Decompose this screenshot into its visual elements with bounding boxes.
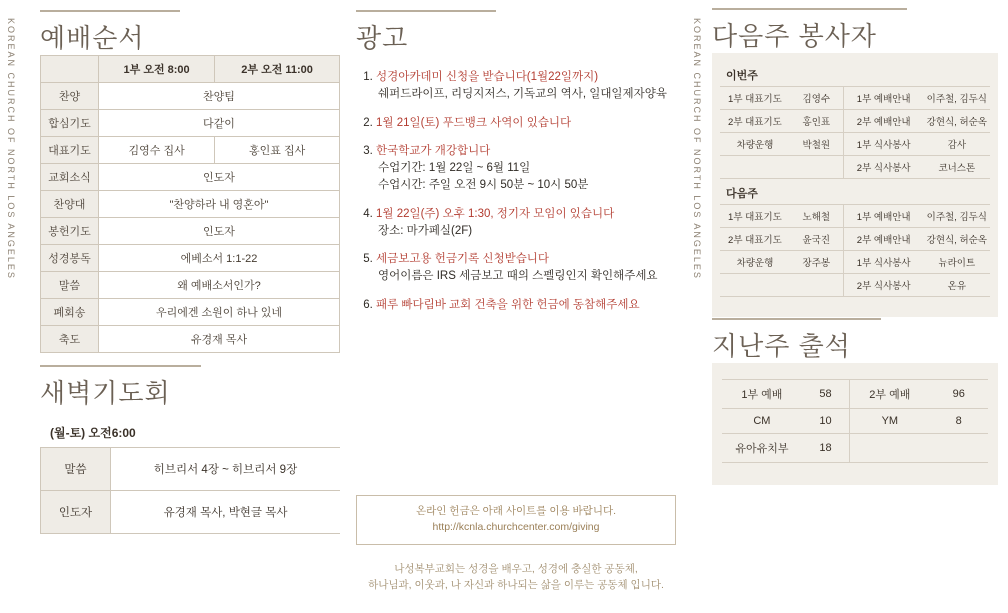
servants-cell: 홍인표 [790,110,843,133]
order-item-value: 홍인표 집사 [215,137,340,164]
servants-cell: 이주철, 김두식 [924,205,990,228]
table-row [41,299,340,326]
order-item-label: 축도 [41,326,99,353]
attendance-cell: CM [722,409,802,434]
announcement-main: 1월 21일(토) 푸드뱅크 사역이 있습니다 [376,116,572,129]
servants-panel [712,8,998,317]
servants-cell: 2부 예배안내 [843,110,923,133]
dawn-row-value: 유경재 목사, 박현글 목사 [111,491,341,534]
servants-cell: 2부 식사봉사 [843,274,923,297]
attendance-box [712,363,998,485]
dawn-row-value: 히브리서 4장 ~ 히브리서 9장 [111,448,341,491]
table-row [41,245,340,272]
table-row [41,272,340,299]
announcement-item [376,206,676,241]
servants-cell: 2부 식사봉사 [843,156,923,179]
servants-cell [790,274,843,297]
servants-cell: 이주철, 김두식 [924,87,990,110]
table-row [720,110,990,133]
attendance-title: 지난주 출석 [712,331,851,361]
order-item-value: "찬양하라 내 영혼아" [99,191,340,218]
servants-cell: 노해철 [790,205,843,228]
order-item-label: 찬양 [41,83,99,110]
table-row [41,326,340,353]
attendance-cell: 1부 예배 [722,380,802,409]
servants-group-title: 이번주 [726,70,758,82]
table-row [722,380,988,409]
giving-line-1: 온라인 헌금은 아래 사이트를 이용 바랍니다. [415,505,617,517]
announcements-list [356,69,676,314]
side-label-middle: KOREAN CHURCH OF NORTH LOS ANGELES [692,18,702,280]
order-item-label: 폐회송 [41,299,99,326]
announcement-item [376,69,676,104]
servants-cell: 차량운행 [720,133,790,156]
dawn-prayer-title: 새벽기도회 [40,378,171,408]
table-row [722,434,988,463]
announcement-main: 1월 22일(주) 오후 1:30, 정기자 모임이 있습니다 [376,207,615,220]
side-label-left: KOREAN CHURCH OF NORTH LOS ANGELES [6,18,16,280]
servants-table [720,204,990,297]
servants-cell: 1부 예배안내 [843,205,923,228]
attendance-table [722,379,988,463]
dawn-row-label: 말씀 [41,448,111,491]
servants-cell: 2부 대표기도 [720,110,790,133]
order-item-value: 찬양팀 [99,83,340,110]
attendance-cell [929,434,988,463]
attendance-cell: YM [850,409,930,434]
servants-cell: 1부 대표기도 [720,205,790,228]
announcements-panel [356,10,676,325]
table-row [41,83,340,110]
order-item-label: 말씀 [41,272,99,299]
table-header-row [41,56,340,83]
order-item-label: 찬양대 [41,191,99,218]
header-service-2: 2부 오전 11:00 [215,56,340,83]
servants-cell [790,156,843,179]
servants-cell: 코너스톤 [924,156,990,179]
dawn-row-label: 인도자 [41,491,111,534]
announcement-item [376,115,676,132]
order-item-value: 우리에겐 소원이 하나 있네 [99,299,340,326]
table-row [41,110,340,137]
servants-cell [720,274,790,297]
servants-title: 다음주 봉사자 [712,21,877,51]
attendance-cell: 유아유치부 [722,434,802,463]
servants-table [720,86,990,179]
announcement-item [376,251,676,286]
attendance-cell: 18 [802,434,850,463]
table-row [720,205,990,228]
servants-cell: 2부 예배안내 [843,228,923,251]
motto-line-1: 나성복부교회는 성경을 배우고, 성경에 충실한 공동체, [394,562,638,575]
order-item-value: 왜 예배소서인가? [99,272,340,299]
announcement-detail: 수업시간: 주일 오전 9시 50분 ~ 10시 50분 [378,179,589,192]
servants-cell: 윤국진 [790,228,843,251]
table-row [720,274,990,297]
attendance-cell: 96 [929,380,988,409]
table-row [41,137,340,164]
servants-cell: 뉴라이트 [924,251,990,274]
table-row [41,218,340,245]
order-item-value: 유경재 목사 [99,326,340,353]
announcement-detail: 쉐퍼드라이프, 리딩지저스, 기독교의 역사, 일대일제자양육 [378,88,667,101]
attendance-cell: 2부 예배 [850,380,930,409]
order-item-label: 합심기도 [41,110,99,137]
servants-cell: 1부 식사봉사 [843,251,923,274]
giving-url[interactable]: http://kcnla.churchcenter.com/giving [432,520,600,533]
order-item-value: 에베소서 1:1-22 [99,245,340,272]
announcement-item [376,297,676,314]
header-service-1: 1부 오전 8:00 [99,56,215,83]
table-row [720,87,990,110]
table-row [720,251,990,274]
servants-box [712,53,998,317]
dawn-prayer-schedule: (월-토) 오전6:00 [50,426,136,440]
announcement-detail: 영어이름은 IRS 세금보고 때의 스펠링인지 확인해주세요 [378,270,658,283]
order-item-value: 인도자 [99,218,340,245]
table-row [41,491,341,534]
attendance-cell [850,434,930,463]
table-row [720,133,990,156]
servants-cell: 2부 대표기도 [720,228,790,251]
worship-order-heading [40,10,180,55]
order-item-label: 성경봉독 [41,245,99,272]
table-row [722,409,988,434]
announcement-main: 패루 빠다림바 교회 건축을 위한 헌금에 동참해주세요 [376,298,640,311]
servants-cell: 김영수 [790,87,843,110]
announcements-title: 광고 [356,23,409,53]
attendance-cell: 8 [929,409,988,434]
servants-cell: 1부 예배안내 [843,87,923,110]
order-item-label: 대표기도 [41,137,99,164]
announcement-main: 성경아카데미 신청을 받습니다(1월22일까지) [376,71,599,83]
table-row [720,156,990,179]
servants-cell: 장주봉 [790,251,843,274]
order-item-label: 봉헌기도 [41,218,99,245]
table-row [720,228,990,251]
announcement-main: 세금보고용 헌금기록 신청받습니다 [376,253,550,265]
order-item-value: 김영수 집사 [99,137,215,164]
table-row [41,164,340,191]
servants-group-title: 다음주 [726,188,758,200]
servants-cell: 차량운행 [720,251,790,274]
worship-order-table [40,55,340,353]
servants-cell: 강현식, 허순옥 [924,110,990,133]
attendance-cell: 58 [802,380,850,409]
announcement-item [376,143,676,195]
dawn-prayer-heading [40,365,201,410]
order-item-label: 교회소식 [41,164,99,191]
servants-cell: 감사 [924,133,990,156]
worship-order-panel [40,10,340,353]
dawn-prayer-panel [40,365,340,534]
announcement-detail: 수업기간: 1월 22일 ~ 6월 11일 [378,162,531,174]
servants-cell [720,156,790,179]
servants-cell: 온유 [924,274,990,297]
order-item-value: 다같이 [99,110,340,137]
servants-heading [712,8,907,53]
table-row [41,191,340,218]
header-blank [41,56,99,83]
announcement-detail: 장소: 마가페실(2F) [378,224,473,237]
motto-line-2: 하나님과, 이웃과, 나 자신과 하나되는 삶을 이루는 공동체 입니다. [368,579,664,592]
servants-cell: 1부 대표기도 [720,87,790,110]
servants-cell: 강현식, 허순옥 [924,228,990,251]
attendance-panel [712,318,998,485]
online-giving-box[interactable] [356,495,676,545]
church-motto [356,561,676,595]
giving-panel [356,495,676,594]
attendance-cell: 10 [802,409,850,434]
order-item-value: 인도자 [99,164,340,191]
table-row [41,448,341,491]
dawn-prayer-table [40,447,340,534]
servants-cell: 1부 식사봉사 [843,133,923,156]
attendance-heading [712,318,881,363]
worship-order-title: 예배순서 [40,23,145,53]
announcements-heading [356,10,496,55]
servants-cell: 박철원 [790,133,843,156]
announcement-main: 한국학교가 개강합니다 [376,144,491,157]
